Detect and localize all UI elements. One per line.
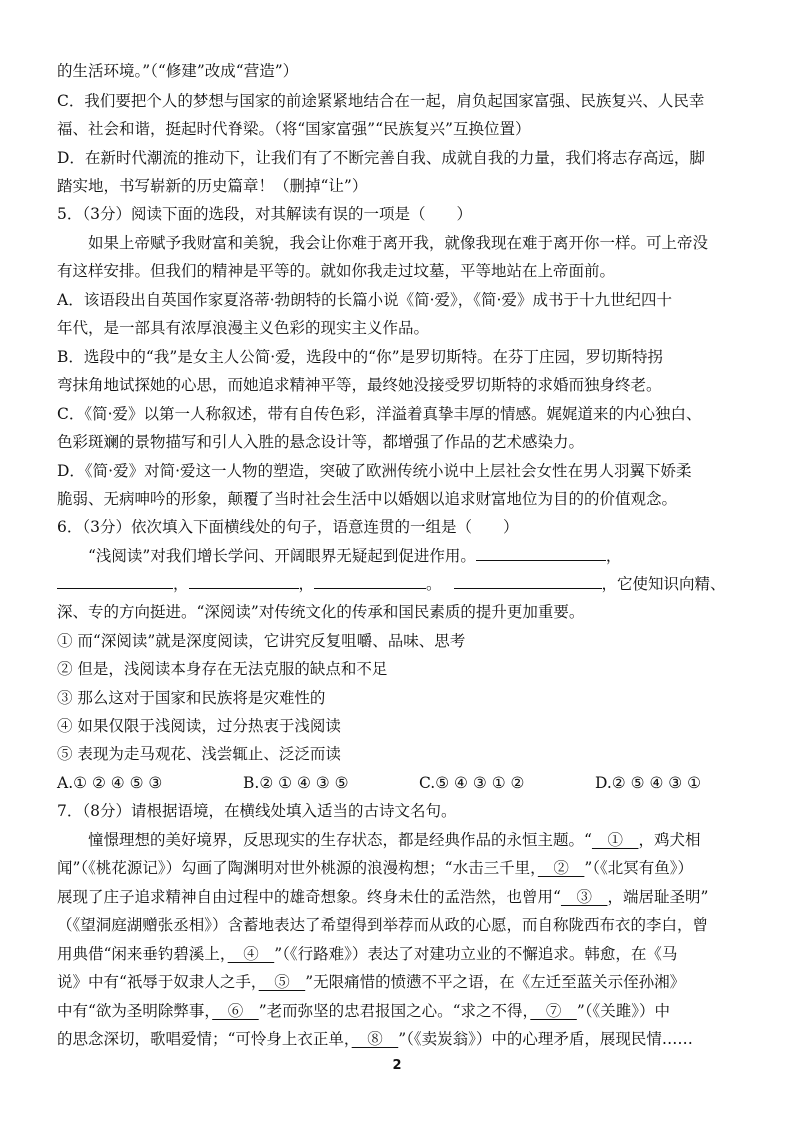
blank-4[interactable]: ④ bbox=[227, 945, 275, 963]
passage-line: 深、专的方向挺进。“深阅读”对传统文化的传承和国民素质的提升更加重要。 bbox=[57, 603, 585, 621]
text-line: 脆弱、无病呻吟的形象，颠覆了当时社会生活中以婚姻以追求财富地位为目的的价值观念。 bbox=[57, 490, 678, 508]
passage-text: 闻”（《桃花源记》）勾画了陶渊明对世外桃源的浪漫构想；“水击三千里， bbox=[57, 859, 538, 877]
poetry-line bbox=[88, 829, 748, 851]
passage-text: ”（《北冥有鱼》） bbox=[584, 859, 694, 877]
poetry-line bbox=[57, 971, 748, 993]
passage-text: 展现了庄子追求精神自由过程中的雄奇想象。终身未仕的孟浩然，也曾用“ bbox=[57, 888, 561, 906]
answer-blank[interactable] bbox=[314, 574, 426, 589]
poetry-line bbox=[57, 857, 748, 879]
question-7-title: 7．（8分）请根据语境，在横线处填入适当的古诗文名句。 bbox=[57, 802, 457, 820]
page-number: 2 bbox=[392, 1058, 402, 1073]
choice-b[interactable]: B.② ① ④ ③ ⑤ bbox=[243, 774, 349, 792]
choice-a[interactable]: A.① ② ④ ⑤ ③ bbox=[57, 774, 163, 792]
text-line: 踏实地，书写崭新的历史篇章！（删掉“让”） bbox=[57, 177, 368, 195]
poetry-line bbox=[57, 943, 748, 965]
passage-text: ，端居耻圣明” bbox=[607, 888, 709, 906]
passage-text: 憧憬理想的美好境界，反思现实的生存状态，都是经典作品的永恒主题。“ bbox=[88, 831, 592, 849]
option-a-line: A．该语段出自英国作家夏洛蒂·勃朗特的长篇小说《简·爱》，《简·爱》成书于十九世纪四十 bbox=[57, 291, 672, 309]
passage-line: 如果上帝赋予我财富和美貌，我会让你难于离开我，就像我现在难于离开你一样。可上帝没 bbox=[88, 234, 709, 252]
passage-text: ”无限痛惜的愤懑不平之语，在《左迁至蓝关示侄孙湘》 bbox=[305, 973, 686, 991]
text-line: 福、社会和谐，挺起时代脊梁。（将“国家富强”“民族复兴”互换位置） bbox=[57, 120, 531, 138]
text-line: 弯抹角地试探她的心思，而她追求精神平等，最终她没接受罗切斯特的求婚而独身终老。 bbox=[57, 376, 662, 394]
choice-d[interactable]: D.② ⑤ ④ ③ ① bbox=[595, 774, 701, 792]
option-b-line: B．选段中的“我”是女主人公简·爱，选段中的“你”是罗切斯特。在芬丁庄园，罗切斯特拐 bbox=[57, 348, 664, 366]
passage-line: 有这样安排。但我们的精神是平等的。就如你我走过坟墓，平等地站在上帝面前。 bbox=[57, 262, 616, 280]
question-6-blanks bbox=[57, 573, 748, 595]
sentence-option-2: ② 但是，浅阅读本身存在无法克服的缺点和不足 bbox=[57, 660, 388, 678]
blank-2[interactable]: ② bbox=[537, 859, 585, 877]
passage-text: 用典借“闲来垂钓碧溪上， bbox=[57, 945, 228, 963]
option-d-line: D．在新时代潮流的推动下，让我们有了不断完善自我、成就自我的力量，我们将志存高远，脚 bbox=[57, 149, 705, 167]
passage-text: 中有“欲为圣明除弊事， bbox=[57, 1002, 213, 1020]
passage-text: ”（《行路难》）表达了对建功立业的不懈追求。韩愈，在《马 bbox=[274, 945, 678, 963]
answer-blank[interactable] bbox=[476, 546, 606, 561]
passage-text: ，鸡犬相 bbox=[638, 831, 701, 849]
sentence-option-1: ① 而“深阅读”就是深度阅读，它讲究反复咀嚼、品味、思考 bbox=[57, 632, 466, 650]
passage-text: “浅阅读”对我们增长学问、开阔眼界无疑起到促进作用。 bbox=[88, 547, 476, 565]
passage-text: 的思念深切，歌唱爱情；“可怜身上衣正单， bbox=[57, 1030, 352, 1048]
passage-text: ，它使知识向精、 bbox=[601, 575, 726, 593]
passage-text: ”（《卖炭翁》）中的心理矛盾，展现民情…… bbox=[398, 1030, 693, 1048]
question-6-title: 6．（3分）依次填入下面横线处的句子，语意连贯的一组是（ ） bbox=[57, 518, 519, 536]
passage-text: 说》中有“祇辱于奴隶人之手， bbox=[57, 973, 259, 991]
option-c-line: C．《简·爱》以第一人称叙述，带有自传色彩，洋溢着真挚丰厚的情感。娓娓道来的内心独白、 bbox=[57, 405, 702, 423]
blank-6[interactable]: ⑥ bbox=[212, 1002, 259, 1020]
answer-blank[interactable] bbox=[189, 574, 299, 589]
question-6-passage bbox=[88, 545, 748, 567]
punct: ， bbox=[298, 575, 315, 593]
question-5-title: 5．（3分）阅读下面的选段，对其解读有误的一项是（ ） bbox=[57, 205, 472, 223]
poetry-line bbox=[57, 1000, 748, 1022]
choice-c[interactable]: C.⑤ ④ ③ ① ② bbox=[419, 774, 525, 792]
poetry-line bbox=[57, 886, 748, 908]
blank-3[interactable]: ③ bbox=[560, 888, 608, 906]
answer-blank[interactable] bbox=[454, 574, 602, 589]
blank-8[interactable]: ⑧ bbox=[351, 1030, 399, 1048]
poetry-line: （《望洞庭湖赠张丞相》）含蓄地表达了希望得到举荐而从政的心愿，而自称陇西布衣的李白，曾 bbox=[57, 916, 709, 934]
blank-5[interactable]: ⑤ bbox=[258, 973, 306, 991]
text-line: 的生活环境。”（“修建”改成“营造”） bbox=[57, 62, 299, 80]
option-d-line: D．《简·爱》对简·爱这一人物的塑造，突破了欧洲传统小说中上层社会女性在男人羽翼下娇柔 bbox=[57, 462, 692, 480]
punct: ， bbox=[605, 547, 622, 565]
sentence-option-4: ④ 如果仅限于浅阅读，过分热衷于浅阅读 bbox=[57, 717, 341, 735]
text-line: 色彩斑斓的景物描写和引人入胜的悬念设计等，都增强了作品的艺术感染力。 bbox=[57, 433, 585, 451]
answer-blank[interactable] bbox=[57, 574, 173, 589]
option-c-line: C．我们要把个人的梦想与国家的前途紧紧地结合在一起，肩负起国家富强、民族复兴、人民幸 bbox=[57, 92, 705, 110]
passage-text: ”（《关雎》）中 bbox=[576, 1002, 671, 1020]
passage-text: ”老而弥坚的忠君报国之心。“求之不得， bbox=[258, 1002, 531, 1020]
punct: ， bbox=[173, 575, 189, 593]
poetry-line bbox=[57, 1028, 748, 1050]
blank-1[interactable]: ① bbox=[591, 831, 639, 849]
sentence-option-5: ⑤ 表现为走马观花、浅尝辄止、泛泛而读 bbox=[57, 745, 341, 763]
text-line: 年代，是一部具有浓厚浪漫主义色彩的现实主义作品。 bbox=[57, 319, 430, 337]
choices-row bbox=[57, 772, 748, 794]
punct: 。 bbox=[426, 575, 442, 593]
sentence-option-3: ③ 那么这对于国家和民族将是灾难性的 bbox=[57, 689, 326, 707]
blank-7[interactable]: ⑦ bbox=[530, 1002, 577, 1020]
